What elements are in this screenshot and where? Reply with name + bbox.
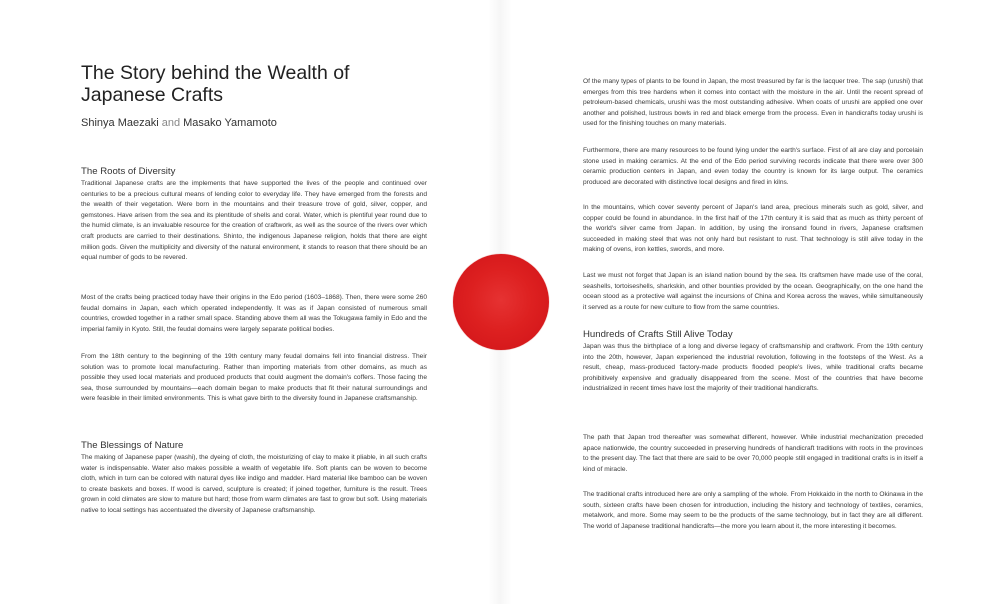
right-paragraph-path: [583, 433, 923, 475]
paragraph: Japan was thus the birthplace of a long and diverse legacy of craftsmanship and craftwork. From the 19th century into the 20th, however, Japan experienced the industrial revolution, following in the footsteps of the West. As a result, cheap, mass-produced factory-made products flooded people's lives, while traditional crafts became prohibitively expensive and gradually disappeared from the scene. Most of the countries that have become industrialized in recent times have lost the majority of their traditional handicrafts.: [583, 343, 923, 393]
section-roots-paragraph-2: [81, 293, 427, 335]
paragraph: The traditional crafts introduced here are only a sampling of the whole. From Hokkaido in the north to Okinawa in the south, sixteen crafts have been chosen for introduction, including the history and technology of textiles, ceramics, metalwork, and more. Some may seem to be the products of the same technology, but in fact they are all different. The world of Japanese traditional handicrafts—the more you learn about it, the more interesting it becomes.: [583, 491, 923, 530]
paragraph: Furthermore, there are many resources to be found lying under the earth's surface. First of all are clay and porcelain stone used in making ceramics. At the end of the Edo period surviving records indicate that there were over 300 ceramic production centers in Japan, and even today the country is known for its large output. The ceramics produced are decorated with distinctive local designs and fired in kilns.: [583, 147, 923, 186]
right-paragraph-traditional: [583, 490, 923, 532]
paragraph: Of the many types of plants to be found in Japan, the most treasured by far is the lacquer tree. The sap (urushi) that emerges from this tree hardens when it comes into contact with the moisture in the air. Until the recent spread of petroleum-based chemicals, urushi was the most outstanding adhesive. When coats of urushi are applied one over another and polished, lustrous bowls in red and black emerge from the process. Even in handicrafts today urushi is used for the finishing touches on many materials.: [583, 78, 923, 128]
page-title: The Story behind the Wealth of Japanese Crafts: [81, 62, 350, 106]
section-heading: The Blessings of Nature: [81, 440, 184, 451]
paragraph: In the mountains, which cover seventy percent of Japan's land area, precious minerals such as gold, silver, and copper could be found in abundance. In the first half of the 17th century it is said that as much as thirty percent of the world's silver came from Japan. In addition, by using the ironsand found in rivers, Japanese craftsmen succeeded in making steel that was not only hard but resistant to rust. That technology is still alive today in the making of ovens, iron kettles, swords, and more.: [583, 204, 923, 254]
section-heading: Hundreds of Crafts Still Alive Today: [583, 329, 733, 340]
section-heading: The Roots of Diversity: [81, 166, 176, 177]
paragraph: The making of Japanese paper (washi), the dyeing of cloth, the moisturizing of clay to make it pliable, in all such crafts water is indispensable. Water also makes possible a wealth of vegetable life. Soft plants can be woven to become cloth, which in turn can be colored with natural dyes like indigo and madder. Hard material like bamboo can be woven to create baskets and boxes. If wood is carved, sculpture is created; if joined together, furniture is the result. Trees grown in cold climates are slow to mature but hard; those from warm climates are fast to grow but soft. Using materials native to local settings has accentuated the diversity of Japanese craftsmanship.: [81, 454, 427, 514]
authors-line: [81, 117, 277, 129]
paragraph: The path that Japan trod thereafter was somewhat different, however. While industrial mechanization preceded apace nationwide, the country succeeded in preserving hundreds of handicraft traditions with roots in the provinces to the present day. The fact that there are said to be over 70,000 people still engaged in traditional crafts is in itself a kind of miracle.: [583, 434, 923, 473]
right-paragraph-lacquer: [583, 77, 923, 130]
section-roots-paragraph-3: [81, 352, 427, 405]
paragraph: Most of the crafts being practiced today have their origins in the Edo period (1603–1868). Then, there were some 260 feudal domains in Japan, each which operated independently. It was as if Japan consisted of numerous small countries, crowded together in a rather small space. Standing above them all was the Tokugawa family in Edo and the imperial family in Kyoto. Still, the feudal domains were largely separate political bodies.: [81, 294, 427, 333]
paragraph: Last we must not forget that Japan is an island nation bound by the sea. Its craftsmen have made use of the coral, seashells, tortoiseshells, sharkskin, and other bounties provided by the ocean. Geographically, on the one hand the ocean stood as a protective wall against the incursions of China and Korea across the waves, while simultaneously it served as a route for new culture to flow from the same countries.: [583, 272, 923, 311]
author-first: Shinya Maezaki: [81, 117, 159, 129]
paragraph: From the 18th century to the beginning of the 19th century many feudal domains fell into financial distress. Their solution was to promote local manufacturing. Rather than importing materials from other domains, as much as possible they used local materials and produced products that could augment the domain's coffers. Those facing the sea, those surrounded by mountains—each domain began to make products that fit their natural surroundings and were feasible in their limited environments. This is what gave birth to the diversity found in Japanese craftsmanship.: [81, 353, 427, 403]
right-paragraph-mountains: [583, 203, 923, 256]
section-hundreds-of-crafts: [583, 329, 923, 395]
section-roots-of-diversity: [81, 166, 427, 264]
paragraph: Traditional Japanese crafts are the implements that have supported the lives of the people and continued over centuries to be a precious cultural means of lending color to everyday life. They have emerged from the forests and the wealth of their vegetation. Were born in the mountains and their treasure trove of gold, silver, copper, and gemstones. Have arisen from the sea and its plentitude of shells and coral. Water, which is plentiful year round due to the humid climate, is an invaluable resource for the creation of craftwork, as well as the source of the rivers over which craft products are carried to their destinations. Shinto, the indigenous Japanese religion, holds that there are eight million gods. Given the multiplicity and diversity of the natural environment, it stands to reason that there should be an equal number of gods to be revered.: [81, 180, 427, 262]
right-paragraph-sea: [583, 271, 923, 313]
authors-conjunction: and: [161, 117, 181, 129]
author-second: Masako Yamamoto: [183, 117, 277, 129]
section-blessings-of-nature: [81, 440, 427, 517]
right-paragraph-ceramics: [583, 146, 923, 188]
